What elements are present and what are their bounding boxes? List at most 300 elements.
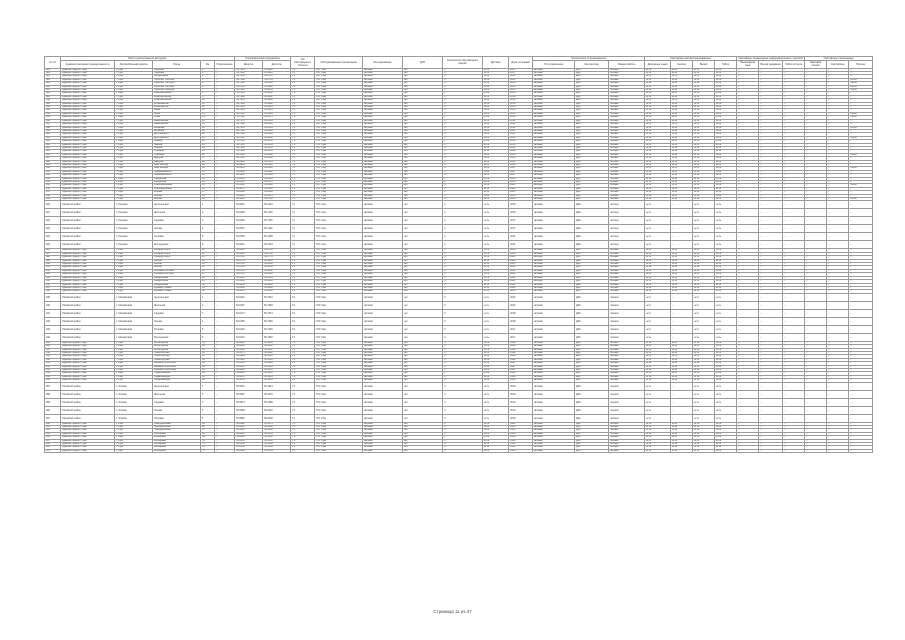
table-cell: Т.1 <box>291 368 315 371</box>
table-cell: есть <box>645 95 671 98</box>
table-cell: с. Нагаево <box>115 225 153 233</box>
header-cell: Режим работы <box>609 61 645 68</box>
table-cell: Администрация г.Уфа <box>61 126 115 129</box>
table-cell: есть <box>483 140 509 143</box>
table-cell: ДКС <box>575 119 609 122</box>
table-cell: – <box>737 102 759 105</box>
table-cell: Табло <box>849 136 873 139</box>
table-cell: – <box>805 217 827 225</box>
table-cell: г. Уфа <box>115 429 153 432</box>
table-cell: 23 <box>201 143 215 146</box>
table-cell: 3 <box>443 372 483 375</box>
table-cell: 2019 <box>509 301 533 309</box>
table-cell: – <box>849 382 873 390</box>
table-cell: ГКУ Уфа <box>315 116 363 119</box>
table-cell: 3 <box>443 273 483 276</box>
table-cell: Т.1 <box>291 89 315 92</box>
table-cell: – <box>827 241 849 249</box>
table-cell: 3 <box>443 140 483 143</box>
table-cell: есть <box>671 368 693 371</box>
table-cell: нет <box>403 112 443 115</box>
table-cell: есть <box>693 106 715 109</box>
table-cell: есть <box>483 99 509 102</box>
table-cell: ДКС <box>575 157 609 160</box>
table-cell: 1994 <box>509 439 533 442</box>
table-cell: г. Уфа <box>115 443 153 446</box>
table-cell: Т.1 <box>291 133 315 136</box>
header-cell: Кнопка <box>671 61 693 68</box>
table-cell: 2017 <box>509 333 533 341</box>
table-cell: – <box>783 106 805 109</box>
table-cell: г. Уфа <box>115 269 153 272</box>
table-cell: – <box>783 75 805 78</box>
table-cell: есть <box>671 82 693 85</box>
table-cell: нет <box>403 293 443 301</box>
table-cell: – <box>759 150 783 153</box>
table-cell: есть <box>693 362 715 365</box>
table-cell: полный <box>609 276 645 279</box>
table-cell: есть <box>715 177 737 180</box>
table-cell: есть <box>715 436 737 439</box>
table-cell: 966 <box>45 436 61 439</box>
table-cell: есть <box>693 436 715 439</box>
table-cell: – <box>783 379 805 382</box>
table-cell: – <box>783 163 805 166</box>
table-cell: есть <box>693 140 715 143</box>
table-cell: Кирова <box>153 191 201 194</box>
table-cell: 3 <box>443 241 483 249</box>
table-cell: г. Уфа <box>115 116 153 119</box>
table-cell: – <box>783 249 805 252</box>
table-cell: 56.1548 <box>263 301 291 309</box>
table-cell: нет <box>403 187 443 190</box>
table-cell: – <box>827 102 849 105</box>
table-cell: – <box>783 160 805 163</box>
table-cell: Т.1 <box>291 301 315 309</box>
table-cell: 2018 <box>509 317 533 325</box>
table-cell: – <box>805 273 827 276</box>
table-cell: нет <box>403 252 443 255</box>
table-cell: полный <box>609 89 645 92</box>
table-cell: – <box>783 153 805 156</box>
table-cell: есть <box>693 273 715 276</box>
table-cell: – <box>759 432 783 435</box>
table-cell: – <box>215 398 235 406</box>
table-cell: есть <box>483 293 509 301</box>
table-cell: есть <box>671 68 693 71</box>
table-cell: 55.9710 <box>263 75 291 78</box>
table-cell: есть <box>483 379 509 382</box>
table-cell: 38 <box>201 194 215 197</box>
table-cell: – <box>827 406 849 414</box>
table-cell: Т.1 <box>291 309 315 317</box>
table-cell: есть <box>483 191 509 194</box>
table-cell: Лесная <box>153 317 201 325</box>
table-cell: есть <box>715 273 737 276</box>
table-cell: ГКУ Уфа <box>315 355 363 358</box>
table-cell: нет <box>403 351 443 354</box>
table-cell: Т.1 <box>291 143 315 146</box>
table-cell: автомат <box>363 163 403 166</box>
table-cell: автомат <box>533 345 575 348</box>
table-cell: – <box>805 439 827 442</box>
table-cell: 56.0206 <box>263 133 291 136</box>
table-cell: Т.1 <box>291 95 315 98</box>
table-cell: полный <box>609 355 645 358</box>
table-cell: нет <box>403 241 443 249</box>
table-cell: ДКС <box>575 160 609 163</box>
table-cell: – <box>827 252 849 255</box>
table-cell: – <box>759 290 783 293</box>
table-cell: полный <box>609 286 645 289</box>
table-cell: Т.1 <box>291 181 315 184</box>
table-cell: есть <box>693 375 715 378</box>
table-cell: – <box>783 325 805 333</box>
table-cell: – <box>805 133 827 136</box>
table-cell: нет <box>403 290 443 293</box>
table-cell: – <box>805 209 827 217</box>
table-cell: полный <box>609 160 645 163</box>
table-cell: 2017 <box>509 68 533 71</box>
table-cell: ГКУ Уфа <box>315 358 363 361</box>
table-cell: есть <box>671 112 693 115</box>
table-cell: – <box>827 109 849 112</box>
table-cell: 59 <box>201 362 215 365</box>
table-cell: есть <box>715 355 737 358</box>
table-cell: есть <box>483 290 509 293</box>
table-cell: ДКС <box>575 92 609 95</box>
table-cell: – <box>737 150 759 153</box>
table-cell: полный <box>609 333 645 341</box>
table-cell: – <box>759 198 783 201</box>
table-cell: – <box>805 191 827 194</box>
header-cell: Прочее <box>849 61 873 68</box>
table-cell: Молодежная <box>153 333 201 341</box>
table-cell: – <box>215 269 235 272</box>
table-cell: 3 <box>443 256 483 259</box>
table-cell: есть <box>693 280 715 283</box>
table-row <box>45 201 873 209</box>
table-cell: есть <box>645 233 671 241</box>
table-cell: Новоуфимская <box>153 429 201 432</box>
table-cell: г. Уфа <box>115 109 153 112</box>
table-cell: – <box>849 133 873 136</box>
table-cell: – <box>759 85 783 88</box>
table-cell: 3 <box>201 309 215 317</box>
table-cell: автомат <box>533 273 575 276</box>
table-cell: есть <box>693 266 715 269</box>
table-cell: Т.1 <box>291 136 315 139</box>
table-cell: 3 <box>443 390 483 398</box>
table-cell: – <box>215 283 235 286</box>
table-cell: есть <box>693 170 715 173</box>
table-cell: 3 <box>443 382 483 390</box>
table-cell: есть <box>693 348 715 351</box>
table-cell: автомат <box>363 358 403 361</box>
table-cell: Т.1 <box>291 293 315 301</box>
table-cell: нет <box>403 92 443 95</box>
table-cell: 3 <box>443 436 483 439</box>
table-cell: 56.1376 <box>263 422 291 425</box>
table-cell: 2018 <box>509 201 533 209</box>
table-cell: – <box>783 252 805 255</box>
table-cell: есть <box>715 280 737 283</box>
table-cell: Т.1 <box>291 191 315 194</box>
table-cell: есть <box>645 341 671 344</box>
table-cell: ГКУ Уфа <box>315 379 363 382</box>
table-cell: 4 <box>201 78 215 81</box>
table-cell: ГКУ Уфа <box>315 341 363 344</box>
table-cell: 54.6484 <box>235 217 263 225</box>
table-cell: Новоуфимская <box>153 426 201 429</box>
table-cell: Администрация г.Уфа <box>61 449 115 452</box>
header-group-cell: Светофоры автоматизированные <box>645 57 737 61</box>
table-cell: – <box>805 382 827 390</box>
table-cell: – <box>849 429 873 432</box>
table-cell: автомат <box>363 263 403 266</box>
table-cell: Администрация г.Уфа <box>61 112 115 115</box>
table-cell: г. Уфа <box>115 286 153 289</box>
table-cell: 54.7055 <box>235 146 263 149</box>
table-cell: есть <box>715 426 737 429</box>
table-cell: есть <box>671 78 693 81</box>
table-cell: – <box>737 273 759 276</box>
table-cell: 961 <box>45 414 61 422</box>
table-cell: автомат <box>533 136 575 139</box>
table-cell: нет <box>403 276 443 279</box>
table-cell: – <box>737 143 759 146</box>
table-cell: 54.6512 <box>235 201 263 209</box>
table-cell: есть <box>715 266 737 269</box>
header-cell: Дорожные знаки <box>645 61 671 68</box>
table-cell: – <box>827 184 849 187</box>
table-cell: – <box>671 309 693 317</box>
table-cell: автомат <box>363 187 403 190</box>
table-cell: автомат <box>533 78 575 81</box>
table-cell: – <box>215 309 235 317</box>
table-cell: ГКУ Уфа <box>315 368 363 371</box>
table-cell: есть <box>715 123 737 126</box>
table-cell: 963 <box>45 426 61 429</box>
table-row <box>45 241 873 249</box>
table-cell: нет <box>403 390 443 398</box>
table-cell: ГКУ Уфа <box>315 290 363 293</box>
table-cell: 1996 <box>509 379 533 382</box>
table-cell: 3 <box>443 150 483 153</box>
table-cell: Администрация г.Уфа <box>61 348 115 351</box>
table-cell: нет <box>403 198 443 201</box>
table-cell: ДКС <box>575 429 609 432</box>
table-cell: Уфимский район <box>61 382 115 390</box>
table-cell: – <box>805 177 827 180</box>
table-cell: Т.1 <box>291 146 315 149</box>
table-cell: есть <box>671 443 693 446</box>
table-cell: автомат <box>363 177 403 180</box>
table-cell: с. Михайловка <box>115 317 153 325</box>
table-cell: 3 <box>443 429 483 432</box>
table-cell: есть <box>715 249 737 252</box>
table-cell: – <box>827 160 849 163</box>
table-cell: Уфимский район <box>61 209 115 217</box>
table-cell: 3 <box>443 123 483 126</box>
table-cell: есть <box>483 429 509 432</box>
table-cell: – <box>827 365 849 368</box>
table-cell: 56.1142 <box>263 351 291 354</box>
table-cell: есть <box>671 75 693 78</box>
table-cell: – <box>805 293 827 301</box>
table-cell: 54.7235 <box>235 106 263 109</box>
table-cell: 3 <box>443 379 483 382</box>
table-cell: Администрация г.Уфа <box>61 345 115 348</box>
table-cell: автомат <box>363 92 403 95</box>
table-cell: 56.1246 <box>263 365 291 368</box>
table-cell: есть <box>715 129 737 132</box>
table-cell: – <box>783 102 805 105</box>
header-cell: Автомобильная дорога <box>115 61 153 68</box>
table-cell: 2005 <box>509 187 533 190</box>
table-cell: есть <box>671 276 693 279</box>
table-cell: полный <box>609 269 645 272</box>
page-number: Страница 11 из 47 <box>433 609 472 614</box>
table-cell: Т.1 <box>291 116 315 119</box>
table-cell: 27 <box>201 157 215 160</box>
table-cell: – <box>783 225 805 233</box>
table-cell: – <box>737 317 759 325</box>
table-cell: автомат <box>533 177 575 180</box>
table-cell: – <box>827 75 849 78</box>
table-cell: – <box>783 123 805 126</box>
table-cell: – <box>827 259 849 262</box>
table-cell: нет <box>403 225 443 233</box>
table-cell: – <box>737 92 759 95</box>
table-cell: ГКУ Уфа <box>315 406 363 414</box>
table-cell: Уфимский район <box>61 390 115 398</box>
table-cell: – <box>805 276 827 279</box>
table-row <box>45 414 873 422</box>
table-cell: 2009 <box>509 146 533 149</box>
table-cell: 918 <box>45 194 61 197</box>
table-cell: 56.0778 <box>263 256 291 259</box>
table-cell: ДКС <box>575 290 609 293</box>
table-cell: есть <box>715 85 737 88</box>
table-cell: 3 <box>443 259 483 262</box>
table-cell: 2008 <box>509 163 533 166</box>
header-cell: Табло отсчета <box>783 61 805 68</box>
table-cell: автомат <box>363 119 403 122</box>
table-cell: нет <box>403 365 443 368</box>
table-cell: полный <box>609 345 645 348</box>
table-cell: – <box>783 201 805 209</box>
table-cell: 1995 <box>509 429 533 432</box>
table-cell: – <box>737 266 759 269</box>
table-cell: ГКУ Уфа <box>315 382 363 390</box>
table-cell: – <box>759 443 783 446</box>
table-cell: – <box>737 225 759 233</box>
table-cell: г. Уфа <box>115 259 153 262</box>
table-cell: ГКУ Уфа <box>315 143 363 146</box>
table-cell: автомат <box>533 256 575 259</box>
table-cell: 914 <box>45 181 61 184</box>
table-cell: есть <box>645 406 671 414</box>
table-cell: – <box>805 341 827 344</box>
table-cell: 56.0934 <box>263 276 291 279</box>
table-cell: автомат <box>363 133 403 136</box>
table-row <box>45 406 873 414</box>
table-cell: 45 <box>201 266 215 269</box>
table-cell: автомат <box>533 68 575 71</box>
table-cell: 2019 <box>509 406 533 414</box>
table-cell: – <box>215 362 235 365</box>
table-cell: – <box>759 276 783 279</box>
table-cell: – <box>849 102 873 105</box>
table-cell: – <box>805 170 827 173</box>
table-cell: – <box>783 82 805 85</box>
table-cell: – <box>805 333 827 341</box>
table-cell: 2017 <box>509 225 533 233</box>
table-cell: есть <box>693 351 715 354</box>
table-cell: Т.1 <box>291 163 315 166</box>
table-cell: Табло <box>849 82 873 85</box>
table-cell: 919 <box>45 198 61 201</box>
table-cell: автомат <box>533 129 575 132</box>
table-cell: Т.1 <box>291 99 315 102</box>
table-cell: автомат <box>533 140 575 143</box>
table-cell: ДКС <box>575 241 609 249</box>
table-cell: полный <box>609 249 645 252</box>
table-cell: автомат <box>533 89 575 92</box>
table-cell: ДКС <box>575 150 609 153</box>
table-cell: 54.6173 <box>235 309 263 317</box>
table-cell: 2018 <box>509 414 533 422</box>
table-cell: полный <box>609 375 645 378</box>
table-cell: – <box>737 68 759 71</box>
table-cell: Транспортная <box>153 355 201 358</box>
table-cell: Уфимский район <box>61 309 115 317</box>
table-cell: есть <box>645 163 671 166</box>
table-cell: – <box>215 89 235 92</box>
table-cell: Уфимский район <box>61 225 115 233</box>
table-cell: автомат <box>533 170 575 173</box>
table-cell: – <box>737 365 759 368</box>
table-cell: – <box>783 432 805 435</box>
table-cell: 964 <box>45 429 61 432</box>
table-cell: нет <box>403 379 443 382</box>
table-cell: 2004 <box>509 198 533 201</box>
table-cell: Администрация г.Уфа <box>61 78 115 81</box>
table-cell: Достоевского <box>153 136 201 139</box>
table-cell: нет <box>403 325 443 333</box>
table-cell: Т.1 <box>291 123 315 126</box>
table-cell: – <box>737 406 759 414</box>
table-cell: есть <box>645 123 671 126</box>
table-cell: – <box>783 351 805 354</box>
table-cell: Уфимский район <box>61 398 115 406</box>
table-cell: ДКС <box>575 85 609 88</box>
table-cell: есть <box>671 99 693 102</box>
table-cell: – <box>805 68 827 71</box>
table-cell: г. Уфа <box>115 276 153 279</box>
table-cell: – <box>737 233 759 241</box>
table-cell: 967 <box>45 439 61 442</box>
table-cell: – <box>827 233 849 241</box>
table-cell: полный <box>609 194 645 197</box>
table-cell: есть <box>693 426 715 429</box>
table-cell: – <box>805 317 827 325</box>
table-cell: 3 <box>443 217 483 225</box>
table-cell: – <box>783 368 805 371</box>
table-cell: – <box>759 157 783 160</box>
table-cell: – <box>215 249 235 252</box>
